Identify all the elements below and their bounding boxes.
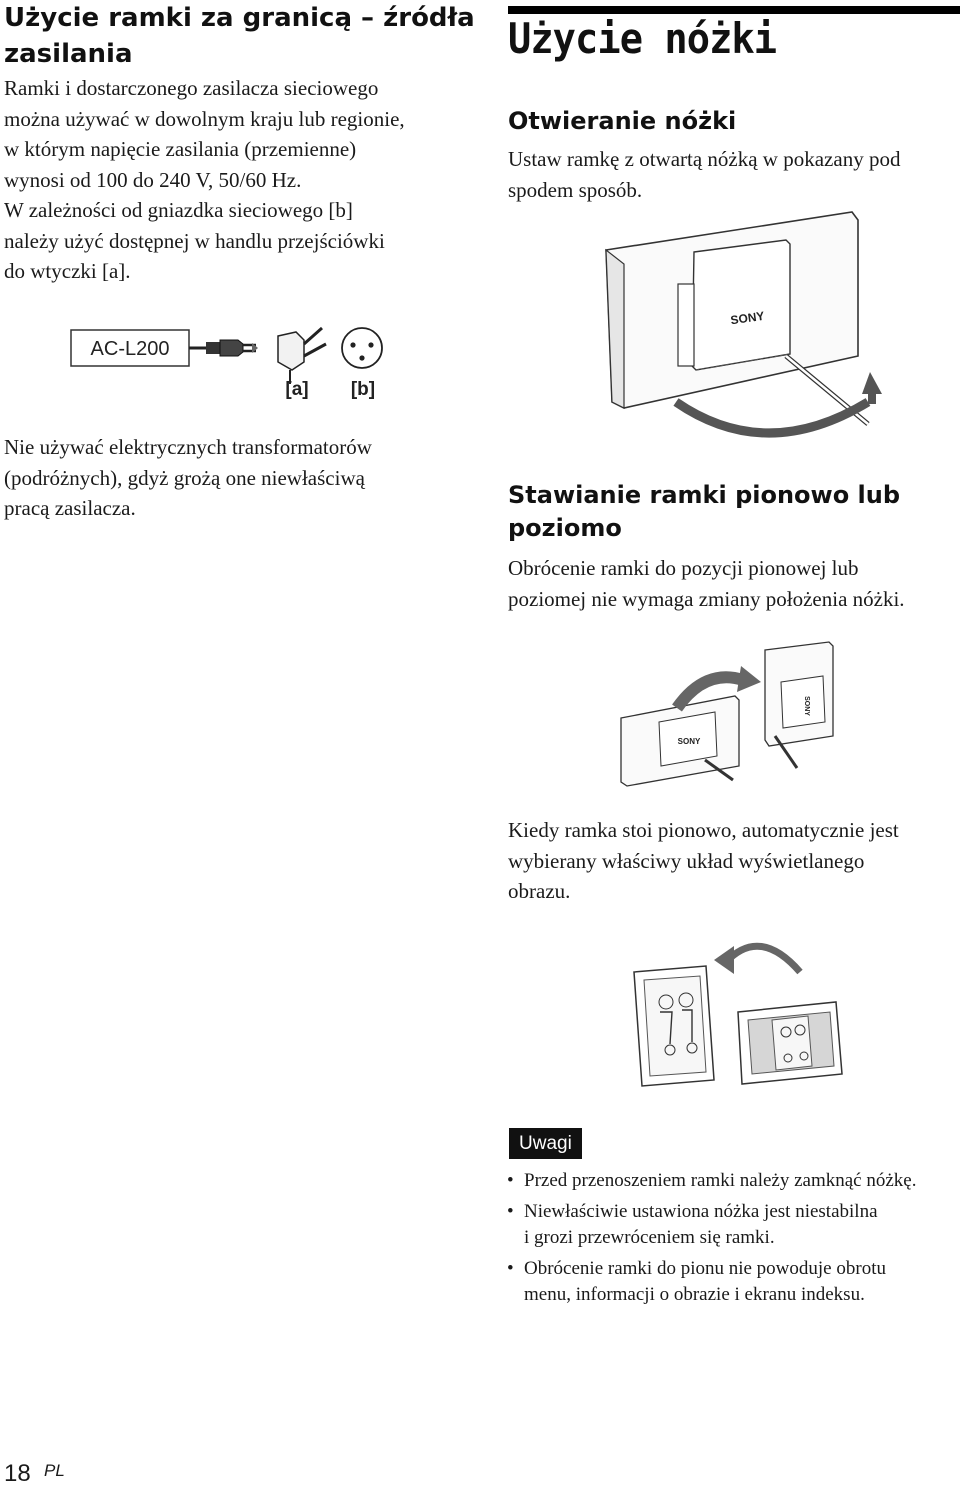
adapter-plug-figure — [60, 318, 400, 408]
adapter-model-label: AC-L200 — [90, 338, 170, 360]
label-a: [a] — [285, 379, 309, 400]
notes-list — [507, 1168, 959, 1313]
list-item: • Niewłaściwie ustawiona nóżka jest niestabilna i grozi przewróceniem się ramki. — [507, 1199, 959, 1251]
abroad-intro-paragraph: Ramki i dostarczonego zasilacza sieciowego można używać w dowolnym kraju lub regionie, w którym napięcie zasilania (przemienne) wynosi od 100 do 240 V, 50/60 Hz. W zależności od gniazdka sieciowego [b] należy użyć dostępnej w handlu przejściówki do wtyczki [a]. — [4, 76, 405, 283]
section-heading-open-stand: Otwieranie nóżki — [508, 107, 737, 135]
list-item: • Przed przenoszeniem ramki należy zamknąć nóżkę. — [507, 1168, 959, 1194]
page-language: PL — [44, 1461, 65, 1480]
open-stand-paragraph: Ustaw ramkę z otwartą nóżką w pokazany pod spodem sposób. — [508, 147, 901, 202]
sony-logo-small: SONY — [677, 737, 701, 746]
section-heading-abroad: Użycie ramki za granicą – źródła zasilania — [4, 3, 475, 69]
wall-socket-b-icon — [342, 328, 382, 368]
label-b: [b] — [350, 379, 376, 400]
sony-logo-rotated: SONY — [803, 696, 810, 716]
frame-stand-open-figure — [576, 206, 906, 446]
section-heading-orientation: Stawianie ramki pionowo lub poziomo — [508, 481, 901, 542]
page-title: Użycie nóżki — [508, 14, 777, 63]
frame-back-module — [692, 240, 790, 370]
travel-adapter-a-icon — [278, 332, 304, 370]
list-item: • Obrócenie ramki do pionu nie powoduje obrotu menu, informacji o obrazie i ekranu indeksu. — [507, 1256, 959, 1308]
rotate-arrow-icon — [726, 946, 800, 972]
transformer-warning-paragraph: Nie używać elektrycznych transformatorów (podróżnych), gdyż grożą one niewłaściwą pracą zasilacza. — [4, 435, 372, 520]
rotation-arrow-icon — [676, 402, 868, 433]
image-rotation-figure — [630, 932, 850, 1092]
page-number: 18 — [4, 1460, 31, 1487]
frame-orientation-figure — [615, 640, 845, 790]
sony-logo: SONY — [729, 308, 766, 328]
notes-tag: Uwagi — [509, 1128, 582, 1159]
title-rule — [508, 6, 960, 14]
auto-orientation-paragraph: Kiedy ramka stoi pionowo, automatycznie jest wybierany właściwy układ wyświetlanego obrazu. — [508, 818, 899, 903]
orientation-paragraph: Obrócenie ramki do pozycji pionowej lub poziomej nie wymaga zmiany położenia nóżki. — [508, 556, 905, 611]
